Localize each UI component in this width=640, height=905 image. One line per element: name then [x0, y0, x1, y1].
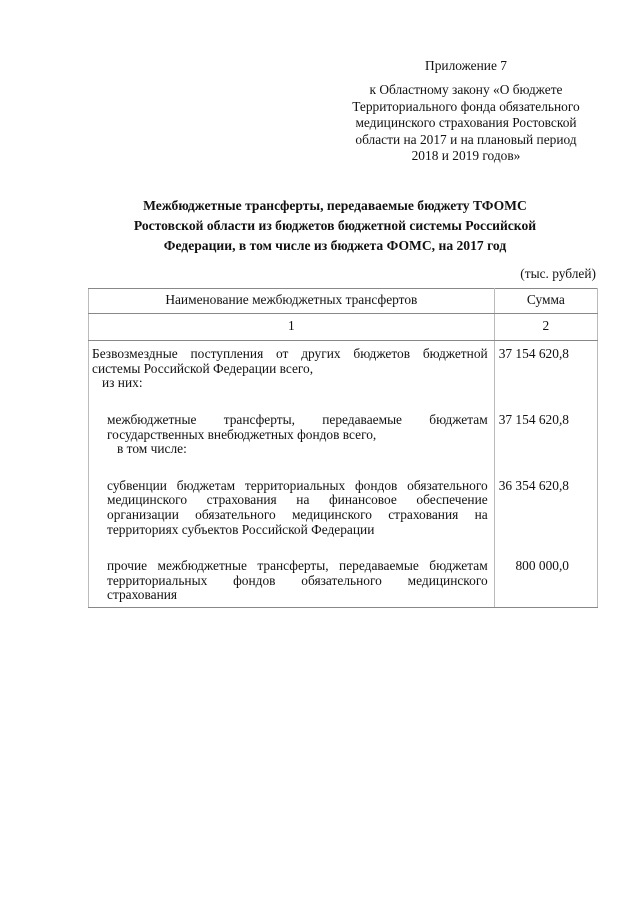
row-name-text: Безвозмездные поступления от других бюджетов бюджетной системы Российской Федерации всего,	[92, 346, 488, 376]
appendix-header	[330, 58, 602, 164]
units-label: (тыс. рублей)	[520, 266, 596, 281]
table-row	[89, 407, 598, 473]
table-row	[89, 341, 598, 407]
row-name: субвенции бюджетам территориальных фондов обязательного медицинского страхования на финансовое обеспечение организации обязательного медицинского страхования на территориях субъектов Российской Федерации	[89, 473, 495, 553]
title-line: Ростовской области из бюджетов бюджетной системы Российской	[133, 218, 537, 233]
header-amount-column: Сумма	[494, 289, 597, 314]
table-header-row	[89, 289, 598, 314]
row-name	[89, 407, 495, 473]
title-line: Межбюджетные трансферты, передаваемые бюджету ТФОМС	[143, 198, 527, 213]
table-row	[89, 473, 598, 553]
row-amount: 37 154 620,8	[494, 407, 597, 473]
appendix-line: области на 2017 и на плановый период	[355, 131, 577, 147]
row-name-text: межбюджетные трансферты, передаваемые бюджетам государственных внебюджетных фондов всего,	[107, 411, 488, 442]
row-name-subtext: из них:	[102, 375, 143, 391]
row-amount: 36 354 620,8	[494, 473, 597, 553]
header-name-column: Наименование межбюджетных трансфертов	[89, 289, 495, 314]
row-amount: 37 154 620,8	[494, 341, 597, 407]
appendix-line: медицинского страхования Ростовской	[355, 115, 577, 131]
row-name	[89, 341, 495, 407]
transfers-table	[88, 288, 598, 608]
appendix-line: 2018 и 2019 годов»	[411, 148, 521, 164]
appendix-line: к Областному закону «О бюджете	[369, 82, 563, 98]
document-title	[92, 196, 578, 256]
column-number: 2	[494, 313, 597, 341]
table-row	[89, 553, 598, 607]
column-number-row	[89, 313, 598, 341]
appendix-number: Приложение 7	[425, 58, 507, 73]
column-number: 1	[89, 313, 495, 341]
row-amount: 800 000,0	[494, 553, 597, 607]
row-name: прочие межбюджетные трансферты, передаваемые бюджетам территориальных фондов обязательного медицинского страхования	[89, 553, 495, 607]
row-name-subtext: в том числе:	[117, 441, 187, 457]
title-line: Федерации, в том числе из бюджета ФОМС, на 2017 год	[163, 238, 507, 253]
appendix-line: Территориального фонда обязательного	[352, 98, 580, 114]
